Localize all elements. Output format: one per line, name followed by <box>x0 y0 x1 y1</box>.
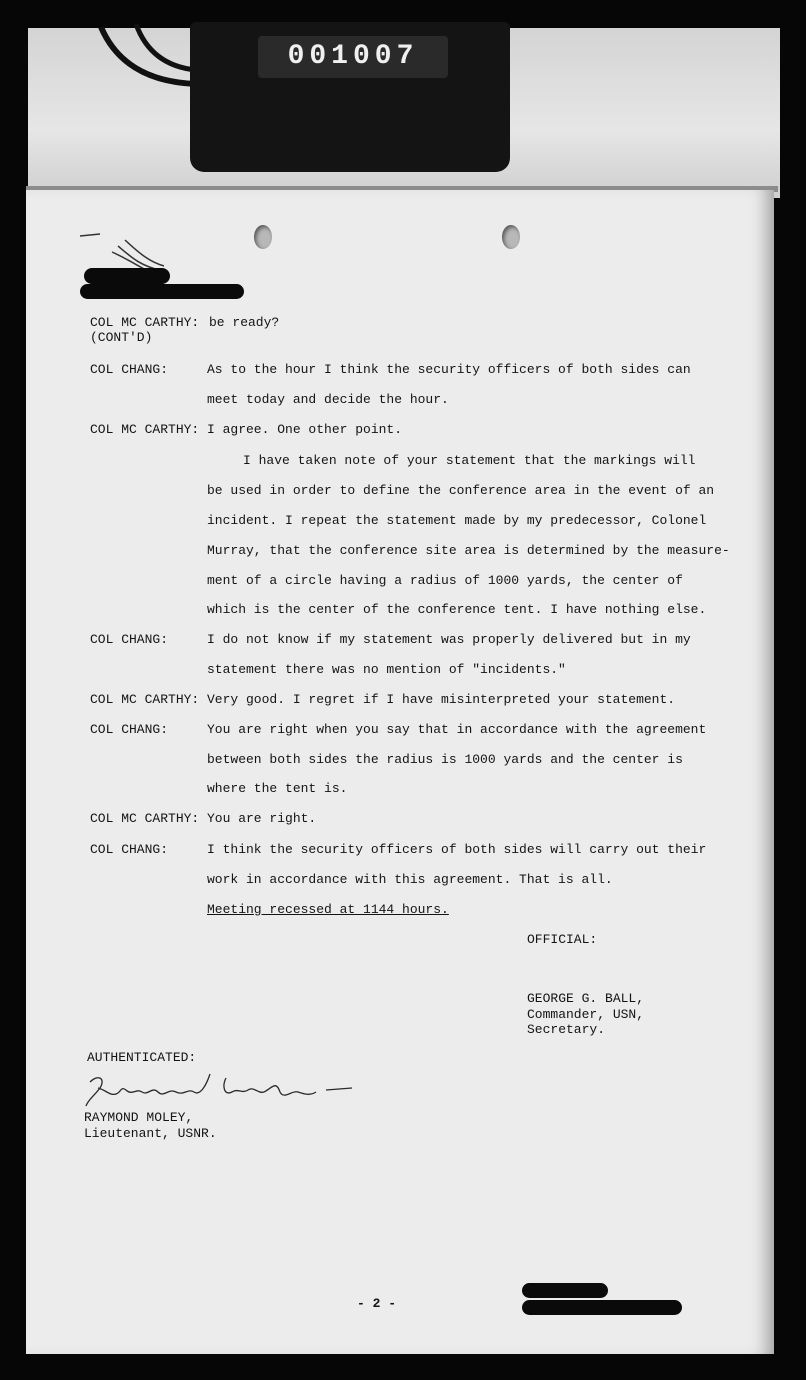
transcript-line: You are right. <box>207 811 317 826</box>
transcript-line: between both sides the radius is 1000 yards and the center is <box>207 752 683 767</box>
transcript-line: incident. I repeat the statement made by my predecessor, Colonel <box>207 513 707 528</box>
transcript-line: be ready? <box>209 315 280 330</box>
speaker-label: COL MC CARTHY: <box>90 811 200 826</box>
transcript-line: You are right when you say that in accordance with the agreement <box>207 722 707 737</box>
authenticated-label: AUTHENTICATED: <box>87 1050 197 1065</box>
redaction-bar-header-1 <box>84 268 170 284</box>
transcript-line: I agree. One other point. <box>207 422 403 437</box>
speaker-label: COL MC CARTHY: <box>90 692 200 707</box>
transcript-line: meet today and decide the hour. <box>207 392 449 407</box>
authenticator-rank: Lieutenant, USNR. <box>84 1126 217 1141</box>
speaker-label: COL MC CARTHY: <box>90 422 200 437</box>
transcript-line: Very good. I regret if I have misinterpreted your statement. <box>207 692 676 707</box>
transcript-line: ment of a circle having a radius of 1000 yards, the center of <box>207 573 683 588</box>
handwritten-signature <box>76 1066 376 1114</box>
transcript-line: statement there was no mention of "incidents." <box>207 662 566 677</box>
frame-counter: 001007 <box>287 41 419 72</box>
transcript-line: where the tent is. <box>207 781 348 796</box>
speaker-continued-label: (CONT'D) <box>90 330 153 345</box>
page-number: - 2 - <box>357 1296 397 1311</box>
transcript-line: I do not know if my statement was properly delivered but in my <box>207 632 691 647</box>
recess-note: Meeting recessed at 1144 hours. <box>207 902 449 917</box>
frame-counter-device <box>190 22 510 172</box>
punch-hole-right <box>502 225 520 249</box>
redaction-bar-footer-2 <box>522 1300 682 1315</box>
speaker-label: COL CHANG: <box>90 632 169 647</box>
redaction-bar-footer-1 <box>522 1283 608 1298</box>
redaction-bar-header-2 <box>80 284 244 299</box>
official-label: OFFICIAL: <box>527 932 598 947</box>
speaker-label: COL CHANG: <box>90 362 169 377</box>
speaker-label: COL MC CARTHY: <box>90 315 200 330</box>
transcript-line: I have taken note of your statement that the markings will <box>243 453 696 468</box>
transcript-line: work in accordance with this agreement. That is all. <box>207 872 613 887</box>
official-title: Secretary. <box>527 1022 606 1037</box>
transcript-line: Murray, that the conference site area is determined by the measure- <box>207 543 730 558</box>
transcript-line: I think the security officers of both sides will carry out their <box>207 842 707 857</box>
speaker-label: COL CHANG: <box>90 722 169 737</box>
transcript-line: be used in order to define the conference area in the event of an <box>207 483 715 498</box>
authenticator-name: RAYMOND MOLEY, <box>84 1110 194 1125</box>
transcript-line: As to the hour I think the security officers of both sides can <box>207 362 691 377</box>
official-rank: Commander, USN, <box>527 1007 645 1022</box>
transcript-line: which is the center of the conference tent. I have nothing else. <box>207 602 707 617</box>
punch-hole-left <box>254 225 272 249</box>
official-name: GEORGE G. BALL, <box>527 991 645 1006</box>
speaker-label: COL CHANG: <box>90 842 169 857</box>
